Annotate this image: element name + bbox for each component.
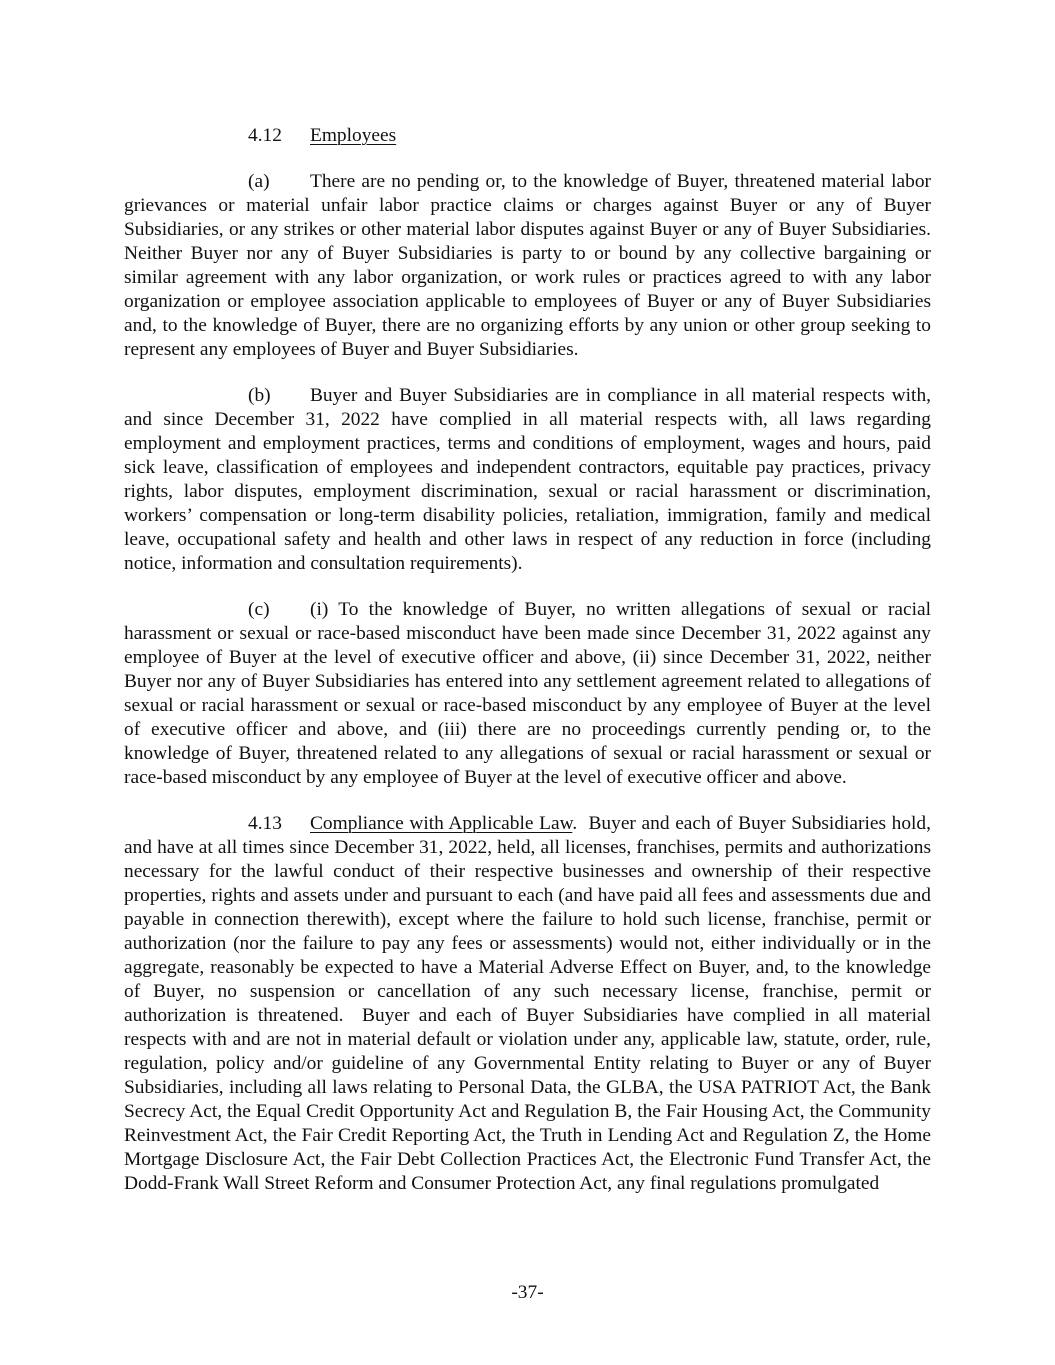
paragraph-c <box>124 598 931 790</box>
paragraph-text: Buyer and Buyer Subsidiaries are in compliance in all material respects with, and since December 31, 2022 have complied in all material respects with, all laws regarding employment and employment practices, terms and conditions of employment, wages and hours, paid sick leave, classification of employees and independent contractors, equitable pay practices, privacy rights, labor disputes, employment discrimination, sexual or racial harassment or discrimination, workers’ compensation or long-term disability policies, retaliation, immigration, family and medical leave, occupational safety and health and other laws in respect of any reduction in force (including notice, information and consultation requirements). <box>124 385 931 574</box>
paragraph-text: (i) To the knowledge of Buyer, no written allegations of sexual or racial harassment or sexual or race-based misconduct have been made since December 31, 2022 against any employee of Buyer at the level of executive officer and above, (ii) since December 31, 2022, neither Buyer nor any of Buyer Subsidiaries has entered into any settlement agreement related to allegations of sexual or racial harassment or sexual or race-based misconduct by any employee of Buyer at the level of executive officer and above, and (iii) there are no proceedings currently pending or, to the knowledge of Buyer, threatened related to any allegations of sexual or racial harassment or sexual or race-based misconduct by any employee of Buyer at the level of executive officer and above. <box>124 599 931 788</box>
paragraph-label: (c) <box>248 599 270 620</box>
section-title-punct: . <box>572 813 578 834</box>
section-number: 4.13 <box>248 813 282 834</box>
section-title: Compliance with Applicable Law <box>310 813 573 834</box>
section-title: Employees <box>310 125 397 146</box>
paragraph-label: (a) <box>248 171 270 192</box>
section-4-13 <box>124 812 936 1196</box>
section-text: Buyer and each of Buyer Subsidiaries hold, and have at all times since December 31, 2022, held, all licenses, franchises, permits and authorizations necessary for the lawful conduct of their respective businesses and ownership of their respective properties, rights and assets under and pursuant to each (and have paid all fees and assessments due and payable in connection therewith), except where the failure to hold such license, franchise, permit or authorization (nor the failure to pay any fees or assessments) would not, either individually or in the aggregate, reasonably be expected to have a Material Adverse Effect on Buyer, and, to the knowledge of Buyer, no suspension or cancellation of any such necessary license, franchise, permit or authorization is threatened. Buyer and each of Buyer Subsidiaries have complied in all material respects with and are not in material default or violation under any, applicable law, statute, order, rule, regulation, policy and/or guideline of any Governmental Entity relating to Buyer or any of Buyer Subsidiaries, including all laws relating to Personal Data, the GLBA, the USA PATRIOT Act, the Bank Secrecy Act, the Equal Credit Opportunity Act and Regulation B, the Fair Housing Act, the Community Reinvestment Act, the Fair Credit Reporting Act, the Truth in Lending Act and Regulation Z, the Home Mortgage Disclosure Act, the Fair Debt Collection Practices Act, the Electronic Fund Transfer Act, the Dodd-Frank Wall Street Reform and Consumer Protection Act, any final regulations promulgated <box>124 813 936 1194</box>
paragraph-label: (b) <box>248 385 271 406</box>
section-heading-4-12 <box>124 124 931 148</box>
page-number: -37- <box>511 1282 544 1303</box>
section-number: 4.12 <box>248 125 282 146</box>
paragraph-a <box>124 170 931 362</box>
document-page <box>124 124 936 1218</box>
paragraph-text: There are no pending or, to the knowledge of Buyer, threatened material labor grievances or material unfair labor practice claims or charges against Buyer or any of Buyer Subsidiaries, or any strikes or other material labor disputes against Buyer or any of Buyer Subsidiaries. Neither Buyer nor any of Buyer Subsidiaries is party to or bound by any collective bargaining or similar agreement with any labor organization, or work rules or practices agreed to with any labor organization or employee association applicable to employees of Buyer or any of Buyer Subsidiaries and, to the knowledge of Buyer, there are no organizing efforts by any union or other group seeking to represent any employees of Buyer and Buyer Subsidiaries. <box>124 171 931 360</box>
paragraph-b <box>124 384 931 576</box>
